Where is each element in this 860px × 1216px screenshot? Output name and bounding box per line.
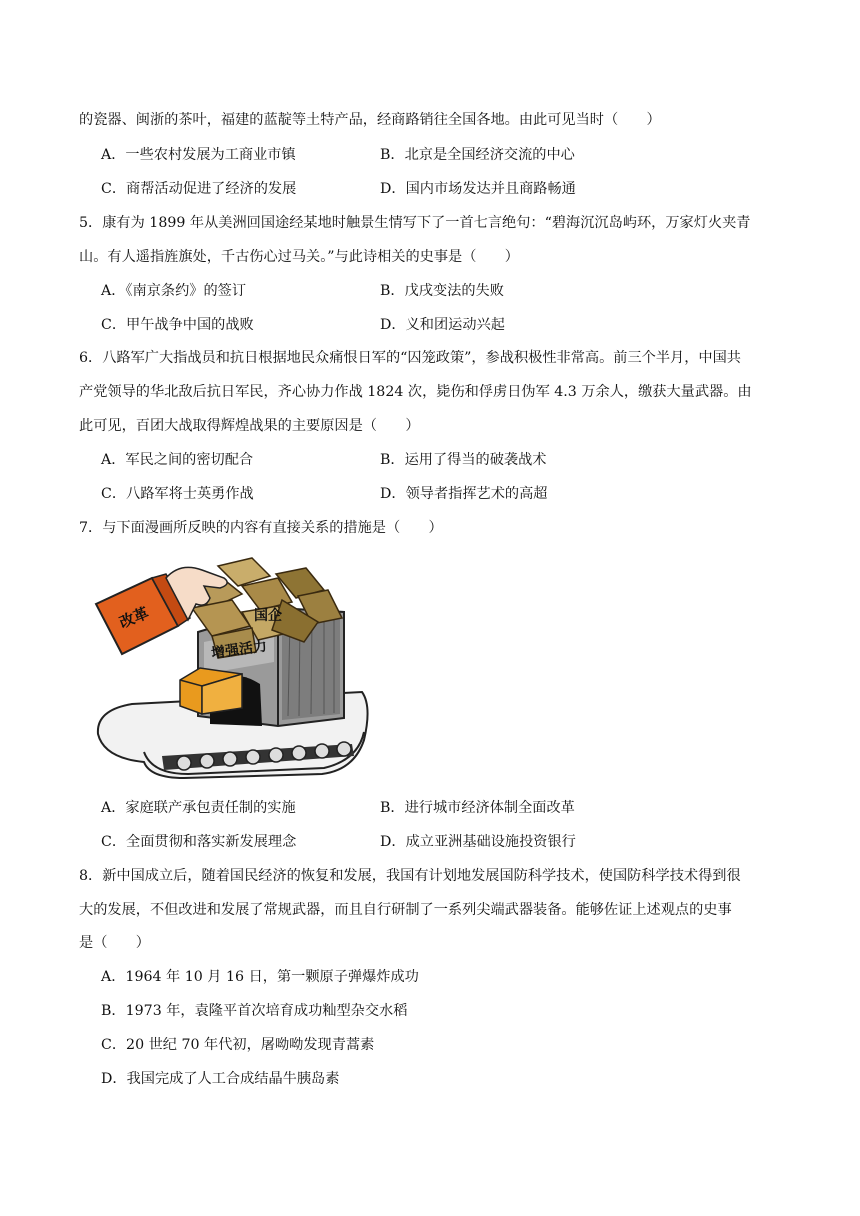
q7-option-b: B．进行城市经济体制全面改革 bbox=[380, 800, 575, 816]
q4-option-c: C．商帮活动促进了经济的发展 bbox=[101, 181, 297, 197]
hand-label: 改革 bbox=[116, 603, 152, 632]
q4-option-b: B．北京是全国经济交流的中心 bbox=[380, 147, 575, 163]
question-8-line-2: 大的发展，不但改进和发展了常规武器，而且自行研制了一系列尖端武器装备。能够佐证上述观点的史事 bbox=[79, 902, 732, 918]
q4-option-a: A．一些农村发展为工商业市镇 bbox=[101, 147, 296, 163]
q4-option-d: D．国内市场发达并且商路畅通 bbox=[380, 181, 576, 197]
q6-option-c: C．八路军将士英勇作战 bbox=[101, 486, 254, 502]
question-5-line-2: 山。有人遥指旌旗处，千古伤心过马关。”与此诗相关的史事是（ ） bbox=[79, 249, 519, 265]
small-box bbox=[180, 668, 242, 714]
question-4-continuation: 的瓷器、闽浙的茶叶，福建的蓝靛等土特产品，经商路销往全国各地。由此可见当时（ ） bbox=[79, 112, 661, 128]
question-8-line-3: 是（ ） bbox=[79, 935, 150, 951]
question-6-line-2: 产党领导的华北敌后抗日军民，齐心协力作战 1824 次，毙伤和俘虏日伪军 4.3 万余人，缴获大量武器。由 bbox=[79, 384, 752, 400]
q5-option-b: B．戊戌变法的失败 bbox=[380, 283, 504, 299]
question-6-line-3: 此可见，百团大战取得辉煌战果的主要原因是（ ） bbox=[79, 418, 420, 434]
q8-option-b: B．1973 年，袁隆平首次培育成功籼型杂交水稻 bbox=[101, 1003, 408, 1019]
q7-option-d: D．成立亚洲基础设施投资银行 bbox=[380, 834, 576, 850]
q7-option-c: C．全面贯彻和落实新发展理念 bbox=[101, 834, 297, 850]
q8-option-a: A．1964 年 10 月 16 日，第一颗原子弹爆炸成功 bbox=[101, 969, 419, 985]
question-5-line-1: 5．康有为 1899 年从美洲回国途经某地时触景生情写下了一首七言绝句：“碧海沉沉岛屿环，万家灯火夹青 bbox=[79, 215, 751, 231]
q5-option-a: A．《南京条约》的签订 bbox=[101, 283, 247, 299]
q6-option-d: D．领导者指挥艺术的高超 bbox=[380, 486, 548, 502]
question-8-line-1: 8．新中国成立后，随着国民经济的恢复和发展，我国有计划地发展国防科学技术，使国防科学技术得到很 bbox=[79, 868, 741, 884]
reform-cartoon bbox=[92, 556, 372, 784]
q6-option-b: B．运用了得当的破袭战术 bbox=[380, 452, 547, 468]
q8-option-d: D．我国完成了人工合成结晶牛胰岛素 bbox=[101, 1071, 340, 1087]
question-6-line-1: 6．八路军广大指战员和抗日根据地民众痛恨日军的“囚笼政策”，参战积极性非常高。前三个半月，中国共 bbox=[79, 350, 741, 366]
q8-option-c: C．20 世纪 70 年代初，屠呦呦发现青蒿素 bbox=[101, 1037, 375, 1053]
q6-option-a: A．军民之间的密切配合 bbox=[101, 452, 254, 468]
machine-label: 增强活力 bbox=[210, 638, 269, 662]
question-7-line-1: 7．与下面漫画所反映的内容有直接关系的措施是（ ） bbox=[79, 520, 443, 536]
q5-option-d: D．义和团运动兴起 bbox=[380, 317, 505, 333]
q5-option-c: C．甲午战争中国的战败 bbox=[101, 317, 254, 333]
box-label: 国企 bbox=[254, 608, 282, 624]
q7-option-a: A．家庭联产承包责任制的实施 bbox=[101, 800, 296, 816]
